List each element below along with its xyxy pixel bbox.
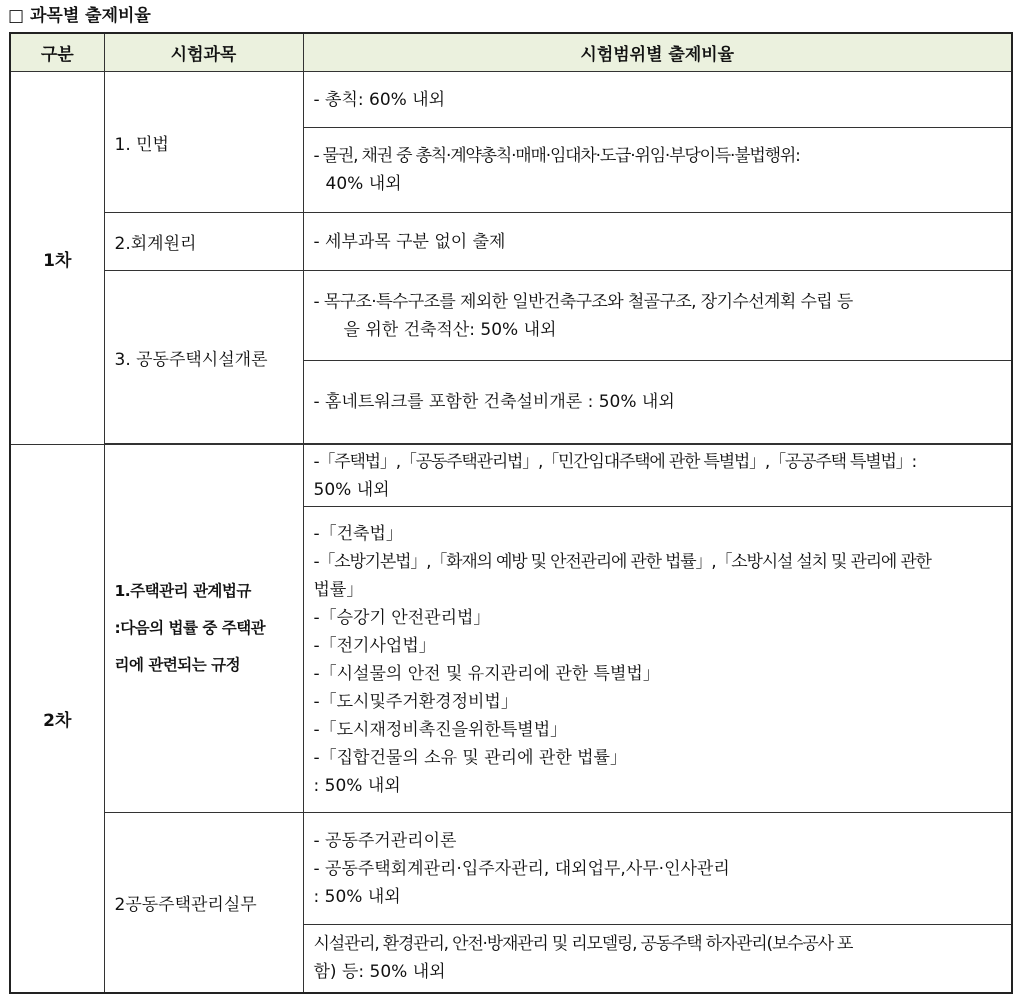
subject-accounting: 2.회계원리 (104, 213, 303, 271)
table-row (10, 445, 1012, 507)
exam-ratio-table (9, 32, 1013, 994)
subject-line: :다음의 법률 중 주택관 (114, 619, 266, 637)
header-subject: 시험과목 (104, 33, 303, 72)
subject-facilities: 3. 공동주택시설개론 (104, 271, 303, 444)
table-row (10, 271, 1012, 361)
table-row (10, 813, 1012, 925)
range-line: 법률」 (313, 579, 364, 600)
subject-housing-law (104, 445, 303, 813)
range-line: - 공동주거관리이론 (313, 830, 457, 851)
range-line: -「도시재정비촉진을위한특별법」 (313, 719, 568, 740)
subject-line: 1.주택관리 관계법규 (114, 582, 251, 600)
range-line: - 목구조·특수구조를 제외한 일반건축구조와 철골구조, 장기수선계획 수립 등 (313, 291, 853, 312)
range-line: -「시설물의 안전 및 유지관리에 관한 특별법」 (313, 663, 660, 684)
range-housing-law-related (303, 507, 1012, 813)
range-line: - 총칙: 60% 내외 (313, 89, 446, 110)
range-line: - 세부과목 구분 없이 출제 (313, 231, 506, 252)
range-line: - 홈네트워크를 포함한 건축설비개론 : 50% 내외 (313, 392, 675, 412)
range-line: -「건축법」 (313, 523, 403, 544)
range-line: 을 위한 건축적산: 50% 내외 (343, 319, 557, 340)
range-line: 함) 등: 50% 내외 (313, 962, 446, 983)
range-line: -「주택법」,「공동주택관리법」,「민간임대주택에 관한 특별법」,「공공주택 특별법」: (313, 451, 917, 472)
range-line: -「전기사업법」 (313, 635, 436, 656)
range-facilities-equipment (303, 361, 1012, 444)
range-line: - 물권, 채권 중 총칙·계약총칙·매매·임대차·도급·위임·부당이득·불법행위: (313, 146, 800, 166)
range-line: 50% 내외 (313, 479, 390, 500)
subject-practice: 2공동주택관리실무 (104, 813, 303, 993)
range-line: - 공동주택회계관리·입주자관리, 대외업무,사무·인사관리 (313, 858, 730, 879)
range-line: 40% 내외 (325, 174, 402, 194)
range-line: 시설관리, 환경관리, 안전·방재관리 및 리모델링, 공동주택 하자관리(보수공사 포 (313, 934, 853, 955)
range-line: -「소방기본법」,「화재의 예방 및 안전관리에 관한 법률」,「소방시설 설치 및 관리에 관한 (313, 551, 931, 572)
section-title: □ 과목별 출제비율 (8, 6, 151, 26)
range-civil-law-general (303, 72, 1012, 128)
range-line: : 50% 내외 (313, 775, 401, 796)
subject-civil-law: 1. 민법 (104, 72, 303, 213)
range-accounting (303, 213, 1012, 271)
table-row (10, 72, 1012, 128)
range-line: -「도시및주거환경정비법」 (313, 691, 518, 712)
table-header-row (10, 33, 1012, 72)
category-second: 2차 (10, 445, 104, 993)
range-line: -「집합건물의 소유 및 관리에 관한 법률」 (313, 747, 627, 768)
header-category: 구분 (10, 33, 104, 72)
range-housing-law-main (303, 445, 1012, 507)
range-facilities-structure (303, 271, 1012, 361)
table-row (10, 213, 1012, 271)
header-range-ratio: 시험범위별 출제비율 (303, 33, 1012, 72)
range-line: : 50% 내외 (313, 886, 401, 907)
subject-line: 리에 관련되는 규정 (114, 656, 241, 674)
category-first: 1차 (10, 72, 104, 445)
range-practice-theory (303, 813, 1012, 925)
range-practice-facilities (303, 925, 1012, 993)
range-line: -「승강기 안전관리법」 (313, 607, 491, 628)
range-civil-law-property (303, 128, 1012, 213)
